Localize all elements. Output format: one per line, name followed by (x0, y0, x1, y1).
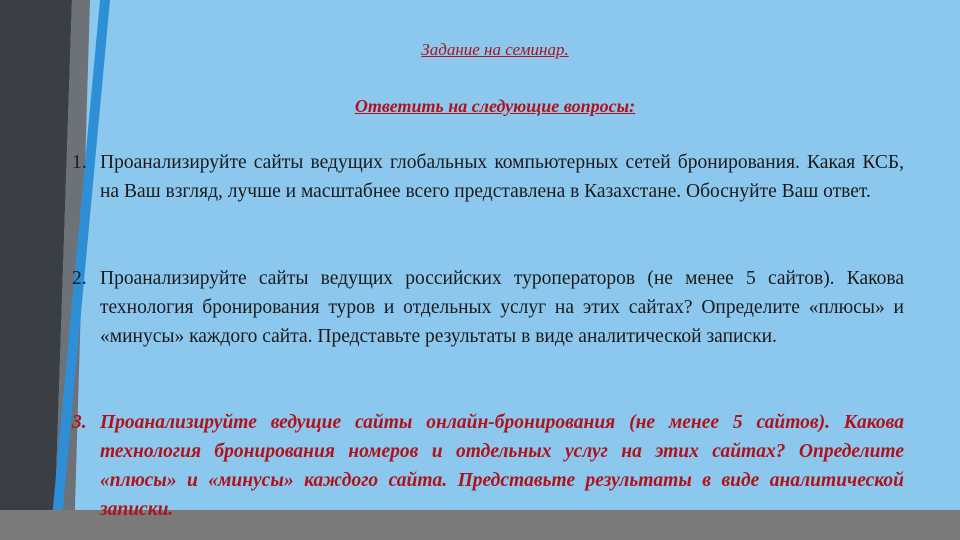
item-number: 2. (72, 268, 87, 289)
list-item (72, 264, 904, 351)
item-text: Проанализируйте сайты ведущих глобальных компьютерных сетей бронирования. Какая КСБ, на Ваш взгляд, лучше и масштабнее всего представлена в Казахстане. Обоснуйте Ваш ответ. (100, 152, 904, 202)
item-number: 1. (72, 152, 87, 173)
slide-title: Задание на семинар. (421, 40, 569, 59)
list-item (72, 148, 904, 206)
slide-subtitle: Ответить на следующие вопросы: (354, 96, 636, 116)
item-number: 3. (72, 412, 87, 433)
list-item (72, 408, 904, 524)
item-text: Проанализируйте ведущие сайты онлайн-бронирования (не менее 5 сайтов). Какова технология бронирования номеров и отдельных услуг на этих сайтах? Определите «плюсы» и «минусы» каждого сайта. Представьте результаты в виде аналитической записки. (100, 412, 904, 520)
item-text: Проанализируйте сайты ведущих российских туроператоров (не менее 5 сайтов). Какова технология бронирования туров и отдельных услуг на этих сайтах? Определите «плюсы» и «минусы» каждого сайта. Представьте результаты в виде аналитической записки. (100, 268, 904, 347)
